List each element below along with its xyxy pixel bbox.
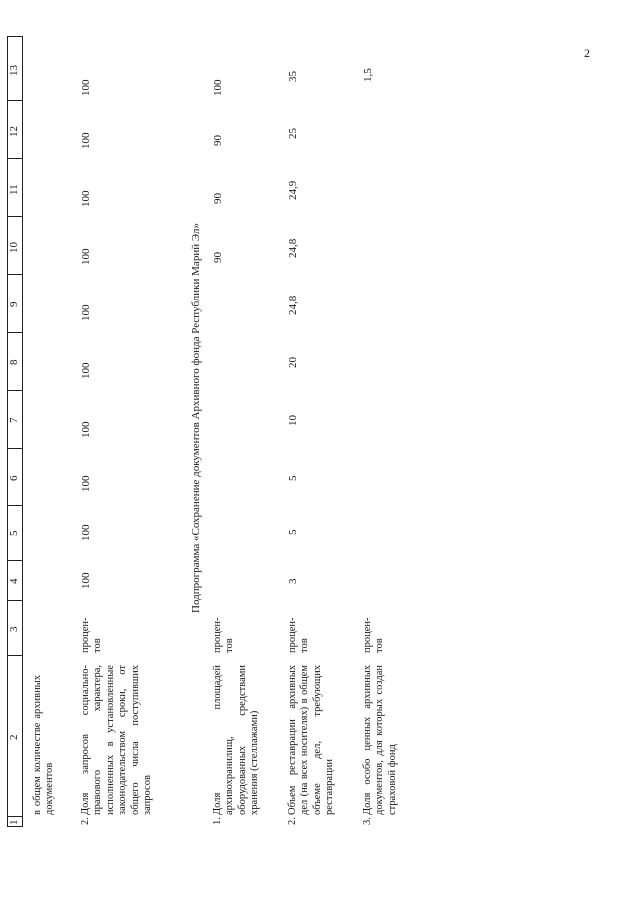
col-rule	[7, 560, 23, 561]
value-cell: 100	[80, 132, 92, 149]
value-cell: 100	[80, 79, 92, 96]
unit-text: процен-тов	[287, 617, 311, 653]
value-cell: 24,9	[287, 180, 299, 200]
col-number: 4	[8, 578, 20, 584]
value-cell: 100	[80, 421, 92, 438]
value-cell: 24,8	[287, 238, 299, 258]
col-rule	[7, 505, 23, 506]
value-cell: 35	[287, 71, 299, 82]
col-number: 9	[8, 301, 20, 307]
value-cell: 10	[287, 415, 299, 426]
col-number: 5	[8, 530, 20, 536]
value-cell: 20	[287, 357, 299, 368]
col-number: 2	[8, 734, 20, 740]
value-cell: 90	[212, 193, 224, 204]
value-cell: 90	[212, 135, 224, 146]
header-right-rule	[7, 36, 23, 37]
indicator-text: Доля площадей архивохранилищ, оборудованных средствами хранения (стеллажами)	[212, 665, 261, 815]
col-rule	[7, 100, 23, 101]
value-cell: 5	[287, 529, 299, 535]
col-rule	[7, 158, 23, 159]
col-rule	[7, 655, 23, 656]
col-rule	[7, 600, 23, 601]
unit-text: процен-тов	[212, 617, 236, 653]
col-rule	[7, 332, 23, 333]
indicator-text: Доля особо ценных архивных документов, для которых создан страховой фонд	[362, 665, 398, 815]
row-number: 1.	[212, 817, 223, 825]
col-number: 6	[8, 475, 20, 481]
value-cell: 100	[80, 362, 92, 379]
value-cell: 100	[80, 524, 92, 541]
value-cell: 1,5	[362, 68, 374, 82]
col-rule	[7, 816, 23, 817]
value-cell: 100	[80, 190, 92, 207]
col-number: 1	[8, 819, 20, 825]
value-cell: 100	[80, 304, 92, 321]
indicator-text: Объем реставрации архивных дел (на всех носителях) в общем объеме дел, требующих реставрации	[287, 665, 336, 815]
value-cell: 25	[287, 128, 299, 139]
value-cell: 5	[287, 475, 299, 481]
col-number: 8	[8, 359, 20, 365]
value-cell: 100	[80, 475, 92, 492]
col-rule	[7, 274, 23, 275]
col-rule	[7, 216, 23, 217]
value-cell: 3	[287, 578, 299, 584]
row-continuation-text: в общем количестве архивных документов	[32, 675, 56, 815]
value-cell: 100	[212, 79, 224, 96]
col-number: 12	[8, 126, 20, 137]
row-number: 2.	[80, 817, 91, 825]
header-left-rule	[7, 826, 23, 827]
col-number: 7	[8, 417, 20, 423]
table-top-rule	[7, 37, 8, 827]
unit-text: процен-тов	[80, 617, 104, 653]
value-cell: 100	[80, 248, 92, 265]
row-number: 3.	[362, 817, 373, 825]
col-number: 13	[8, 65, 20, 76]
header-bottom-rule	[22, 37, 23, 827]
unit-text: процен-тов	[362, 617, 386, 653]
row-number: 2.	[287, 817, 298, 825]
rotated-table	[6, 26, 586, 831]
subprogram-title: Подпрограмма «Сохранение документов Архивного фонда Республики Марий Эл»	[190, 223, 202, 613]
value-cell: 100	[80, 572, 92, 589]
col-rule	[7, 390, 23, 391]
col-number: 11	[8, 184, 20, 195]
value-cell: 90	[212, 252, 224, 263]
indicator-text: Доля запросов социально-правового характера, исполненных в установленные законодательством сроки, от общего числа поступивших запросов	[80, 665, 154, 815]
col-number: 3	[8, 626, 20, 632]
col-number: 10	[8, 242, 20, 253]
col-rule	[7, 448, 23, 449]
page-number: 2	[584, 46, 590, 60]
value-cell: 24,8	[287, 295, 299, 315]
